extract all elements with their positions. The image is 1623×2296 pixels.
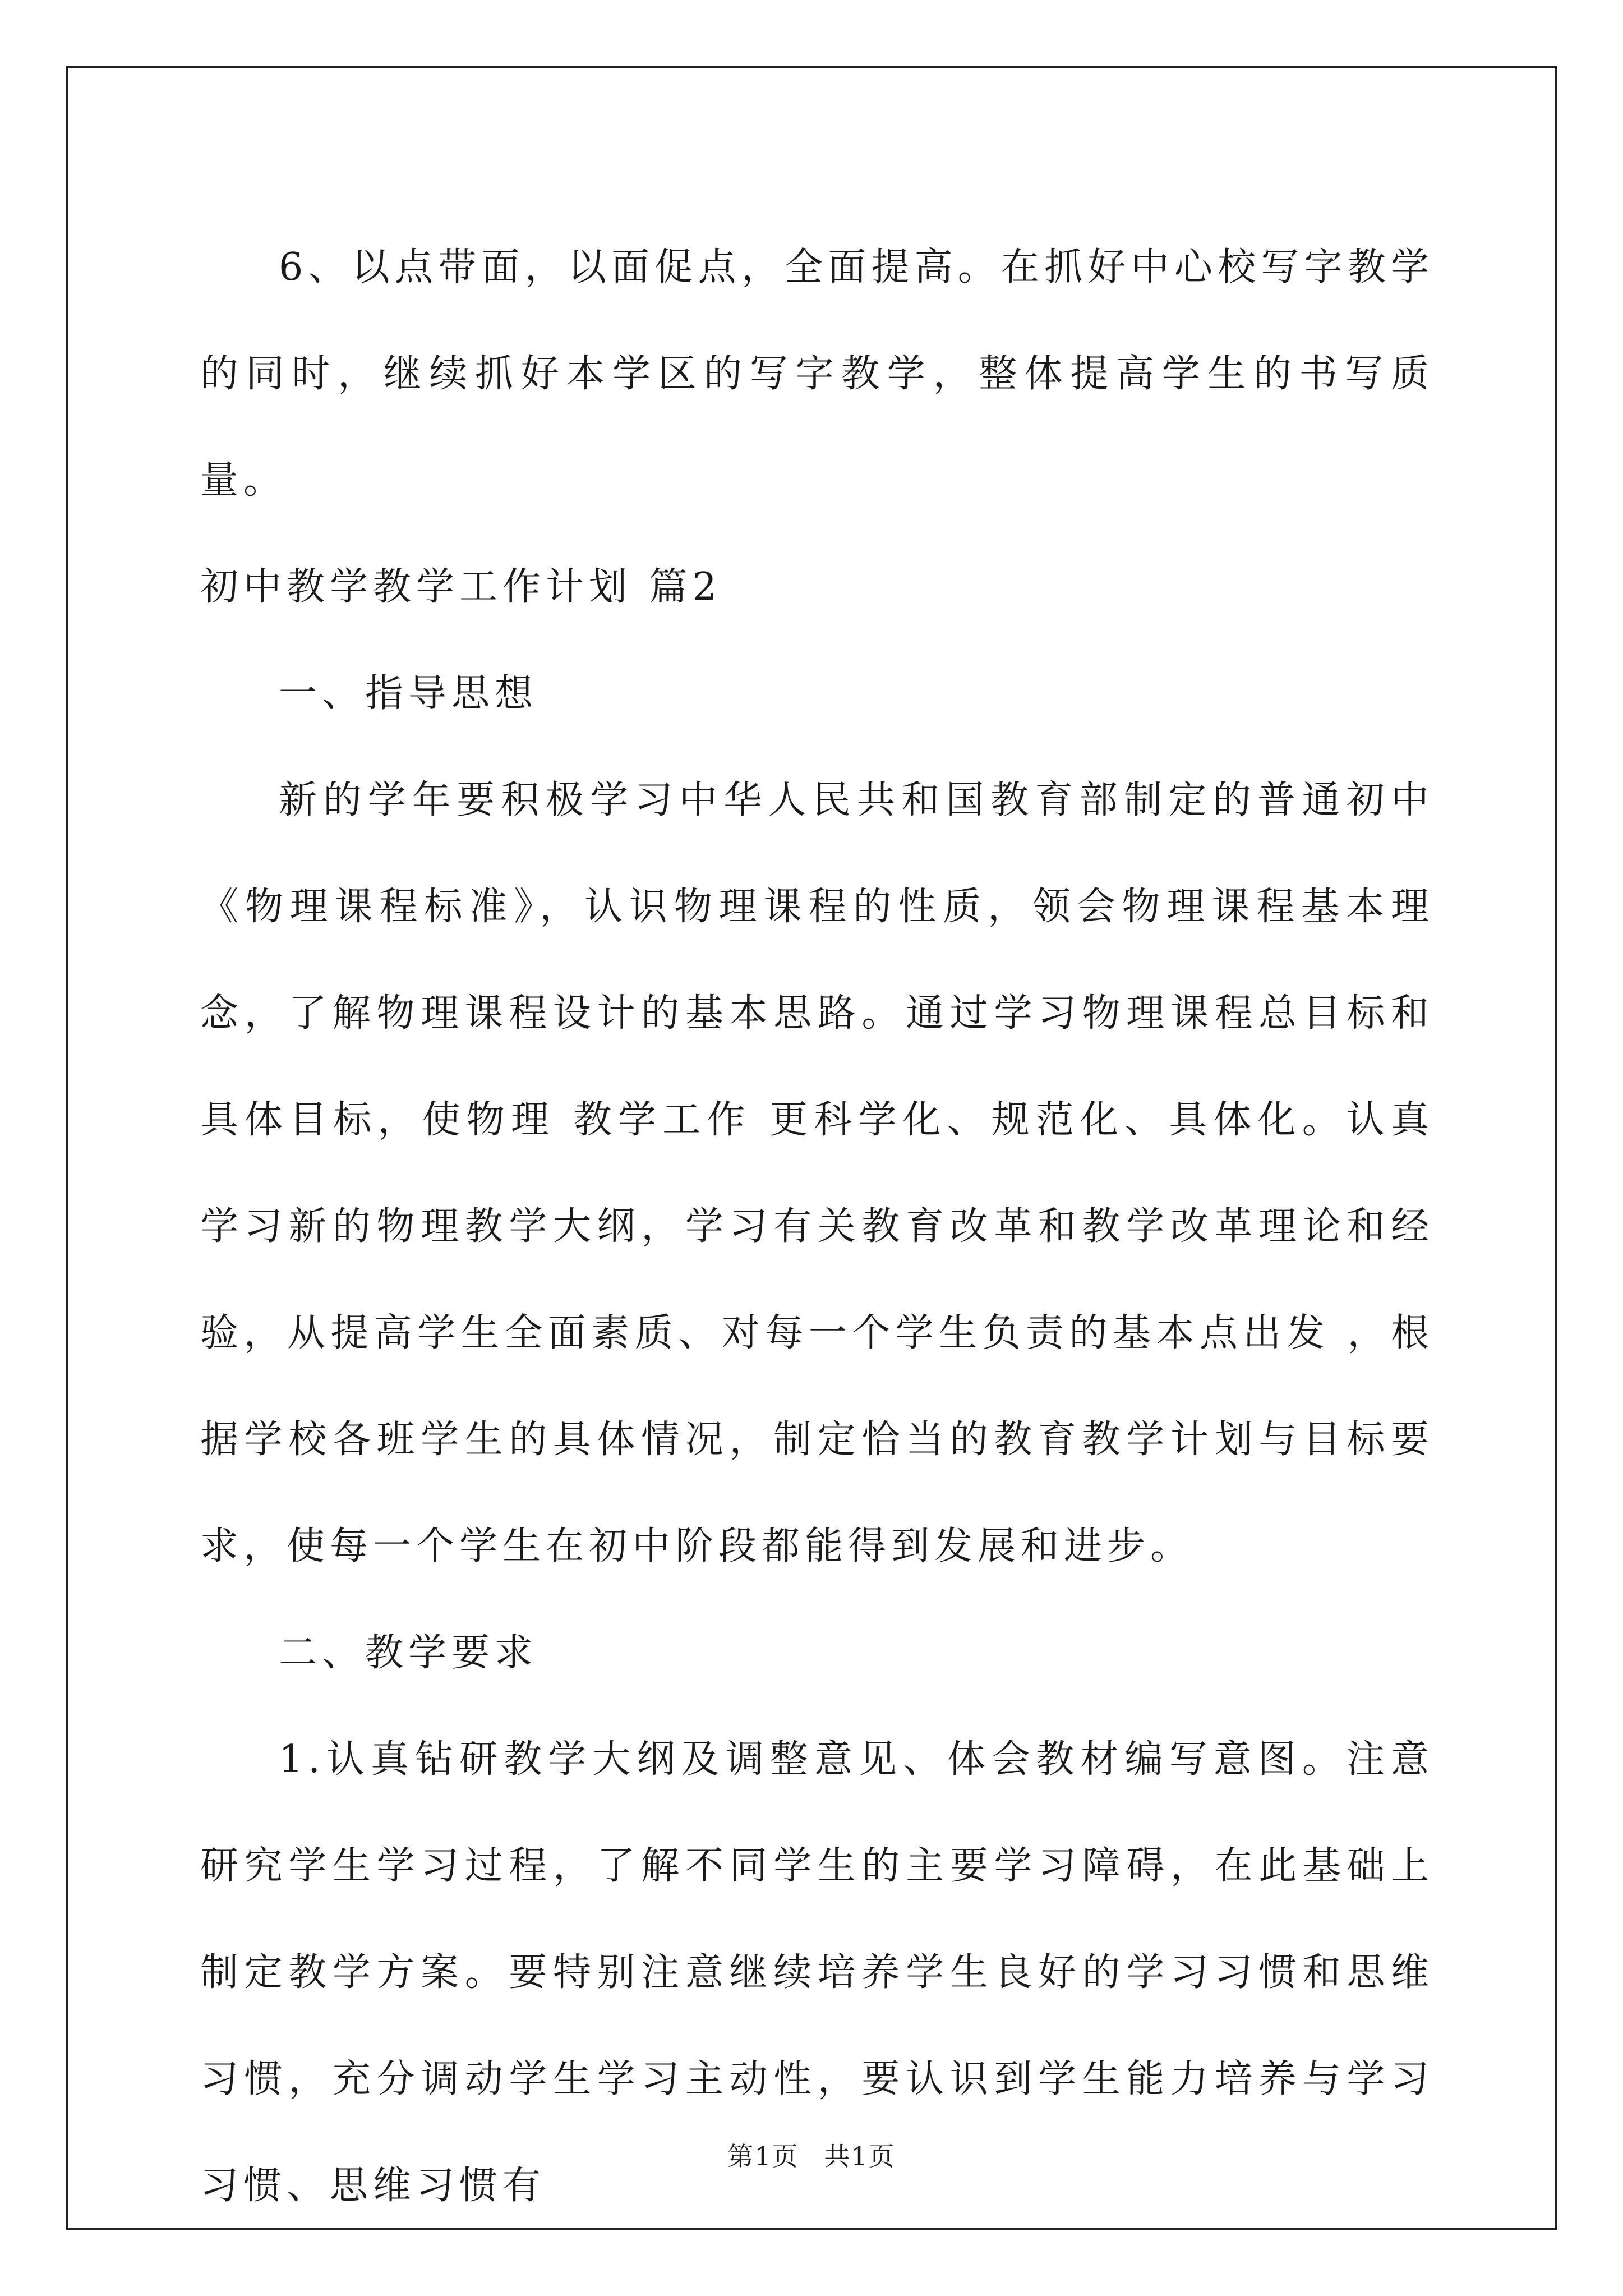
- heading-teaching-requirements: 二、教学要求: [279, 1631, 538, 1675]
- paragraph-requirement-1: 1.认真钻研教学大纲及调整意见、体会教材编写意图。注意研究学生学习过程，了解不同学生的主要学习障碍，在此基础上制定教学方案。要特别注意继续培养学生良好的学习习惯和思维习惯，充分调动学生学习主动性，要认识到学生能力培养与学习习惯、思维习惯有: [200, 1737, 1434, 2208]
- section-title: 初中教学教学工作计划 篇2: [200, 565, 722, 609]
- document-body: [200, 214, 1434, 2239]
- heading-guiding-ideology: 一、指导思想: [279, 671, 538, 716]
- page-total: 共1页: [824, 2141, 896, 2171]
- paragraph-guiding-ideology: 新的学年要积极学习中华人民共和国教育部制定的普通初中《物理课程标准》，认识物理课程的性质，领会物理课程基本理念，了解物理课程设计的基本思路。通过学习物理课程总目标和具体目标，使物理 教学工作 更科学化、规范化、具体化。认真学习新的物理教学大纲，学习有关教育改革和教学改革理论和经验，从提高学生全面素质、对每一个学生负责的基本点出发 ，根据学校各班学生的具体情况，制定恰当的教育教学计划与目标要求，使每一个学生在初中阶段都能得到发展和进步。: [200, 778, 1434, 1568]
- paragraph-writing-teaching: 6、以点带面，以面促点，全面提高。在抓好中心校写字教学的同时，继续抓好本学区的写字教学，整体提高学生的书写质量。: [200, 245, 1434, 503]
- page-number: 第1页: [727, 2141, 799, 2171]
- page-footer: [0, 2136, 1623, 2173]
